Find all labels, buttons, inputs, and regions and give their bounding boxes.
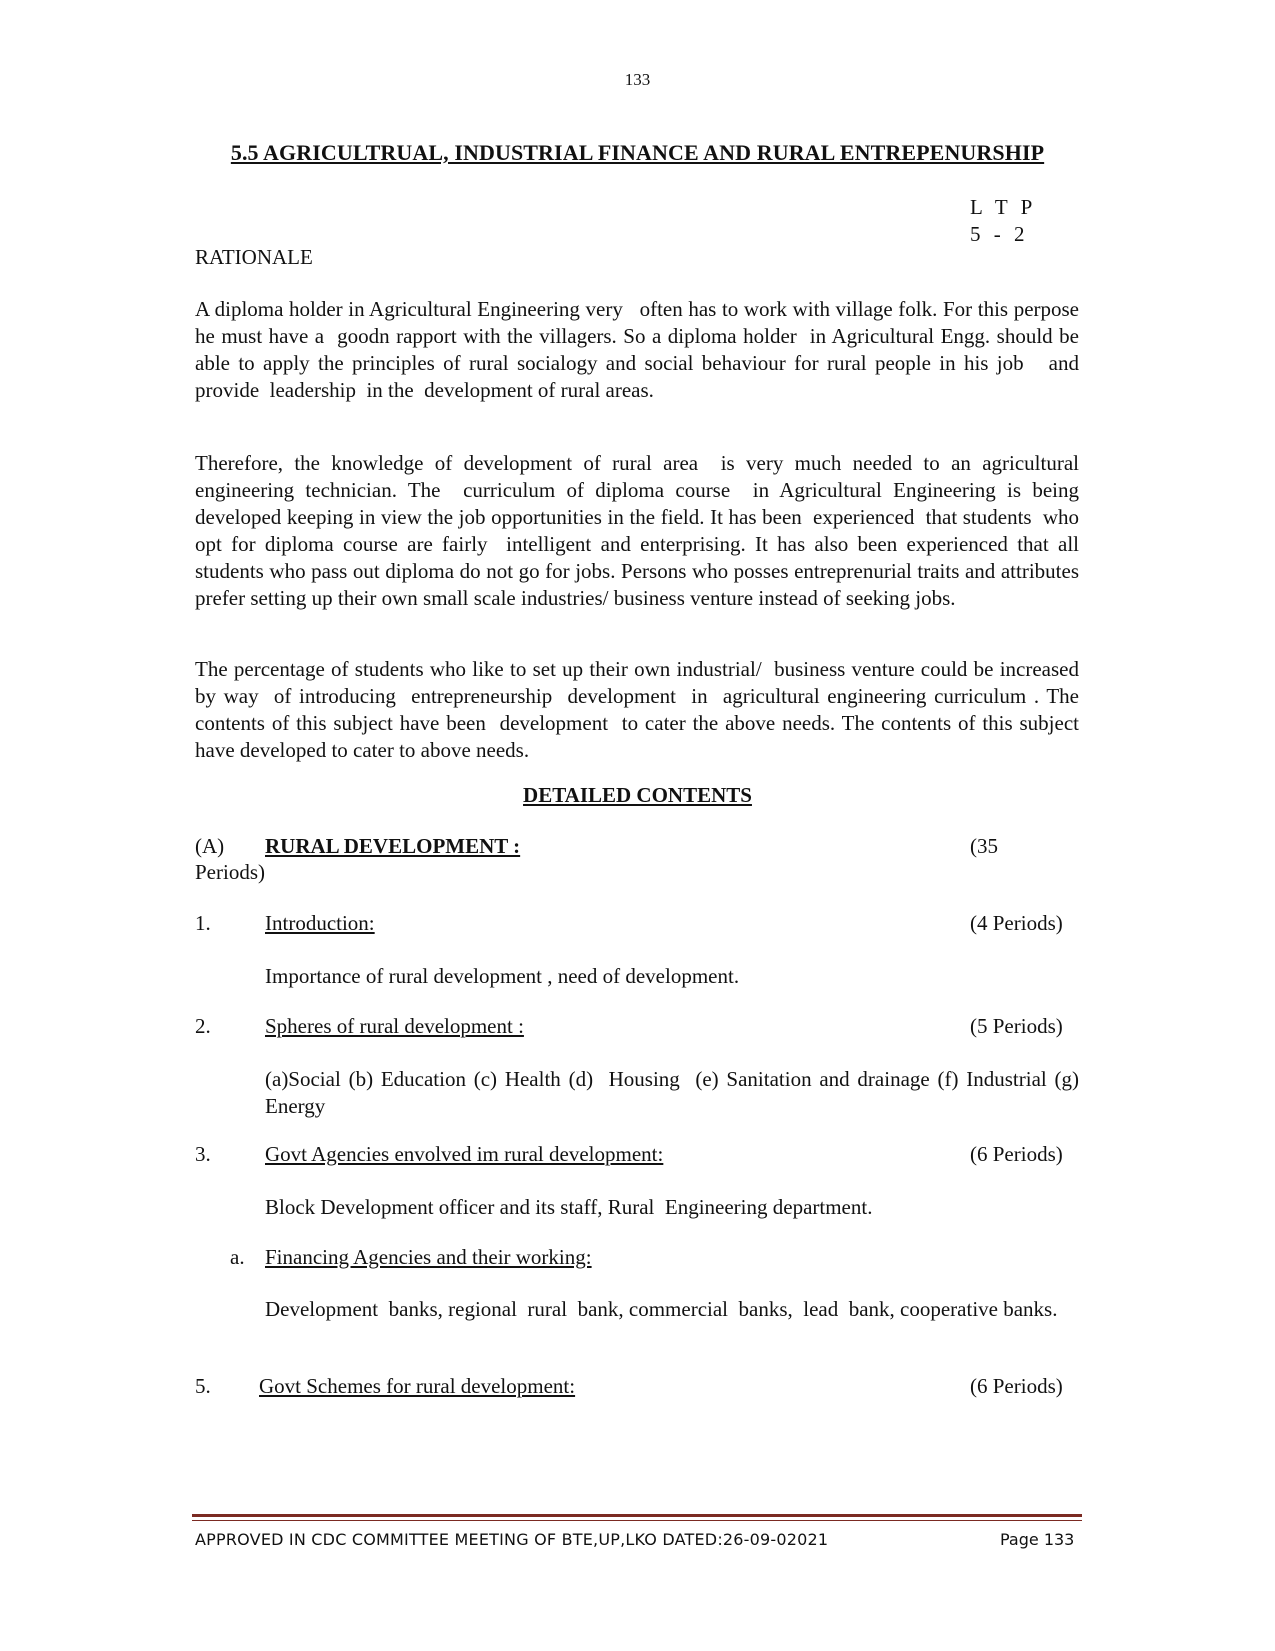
rationale-paragraph-1: A diploma holder in Agricultural Engineering very often has to work with village folk. For this perpose he must have a goodn rapport with the villagers. So a diploma holder in Agricultural Engg. should be able to apply the principles of rural socialogy and social behaviour for rural people in his job and provide leadership in the development of rural areas. [195, 297, 1090, 402]
item-1-number: 1. [195, 911, 211, 935]
item-5-title: Govt Schemes for rural development: [259, 1374, 576, 1398]
page-number: 133 [624, 70, 651, 89]
item-5-number: 5. [195, 1374, 211, 1398]
item-3-periods: (6 Periods) [970, 1142, 1063, 1166]
item-3-title: Govt Agencies envolved im rural development: [265, 1142, 664, 1166]
item-a-number: a. [230, 1245, 245, 1269]
section-a-periods-cont: Periods) [195, 860, 265, 884]
rationale-paragraph-3: The percentage of students who like to set up their own industrial/ business venture could be increased by way of introducing entrepreneurship development in agricultural engineering curriculum . The contents of this subject have been development to cater the above needs. The contents of this subject have developed to cater to above needs. [195, 657, 1090, 762]
rationale-heading: RATIONALE [195, 245, 313, 269]
section-a-periods: (35 [970, 834, 998, 858]
item-2-number: 2. [195, 1014, 211, 1038]
item-2-body: (a)Social (b) Education (c) Health (d) Housing (e) Sanitation and drainage (f) Industrial (g) Energy [265, 1067, 1085, 1118]
footer-page-number: Page 133 [1000, 1530, 1075, 1549]
ltp-header: L T P [970, 195, 1037, 219]
footer-rule-thick [192, 1514, 1082, 1517]
footer-rule-thin [192, 1520, 1082, 1521]
item-a-title: Financing Agencies and their working: [265, 1245, 592, 1269]
item-3-body: Block Development officer and its staff, Rural Engineering department. [265, 1195, 873, 1219]
detailed-contents-heading: DETAILED CONTENTS [523, 783, 752, 807]
item-5-periods: (6 Periods) [970, 1374, 1063, 1398]
item-2-periods: (5 Periods) [970, 1014, 1063, 1038]
item-2-title: Spheres of rural development : [265, 1014, 524, 1038]
item-1-periods: (4 Periods) [970, 911, 1063, 935]
item-a-body: Development banks, regional rural bank, commercial banks, lead bank, cooperative banks. [265, 1297, 1058, 1321]
item-1-body: Importance of rural development , need of development. [265, 964, 740, 988]
footer-approval-text: APPROVED IN CDC COMMITTEE MEETING OF BTE,UP,LKO DATED:26-09-02021 [195, 1530, 829, 1549]
section-a-title: RURAL DEVELOPMENT : [265, 834, 521, 858]
rationale-paragraph-2: Therefore, the knowledge of development of rural area is very much needed to an agricultural engineering technician. The curriculum of diploma course in Agricultural Engineering is being developed keeping in view the job opportunities in the field. It has been experienced that students who opt for diploma course are fairly intelligent and enterprising. It has also been experienced that all students who pass out diploma do not go for jobs. Persons who posses entreprenurial traits and attributes prefer setting up their own small scale industries/ business venture instead of seeking jobs. [195, 451, 1085, 610]
section-a-label: (A) [195, 834, 225, 858]
ltp-values: 5 - 2 [970, 222, 1029, 246]
item-3-number: 3. [195, 1142, 211, 1166]
item-1-title: Introduction: [265, 911, 375, 935]
page-title: 5.5 AGRICULTRUAL, INDUSTRIAL FINANCE AND RURAL ENTREPENURSHIP [230, 140, 1045, 165]
